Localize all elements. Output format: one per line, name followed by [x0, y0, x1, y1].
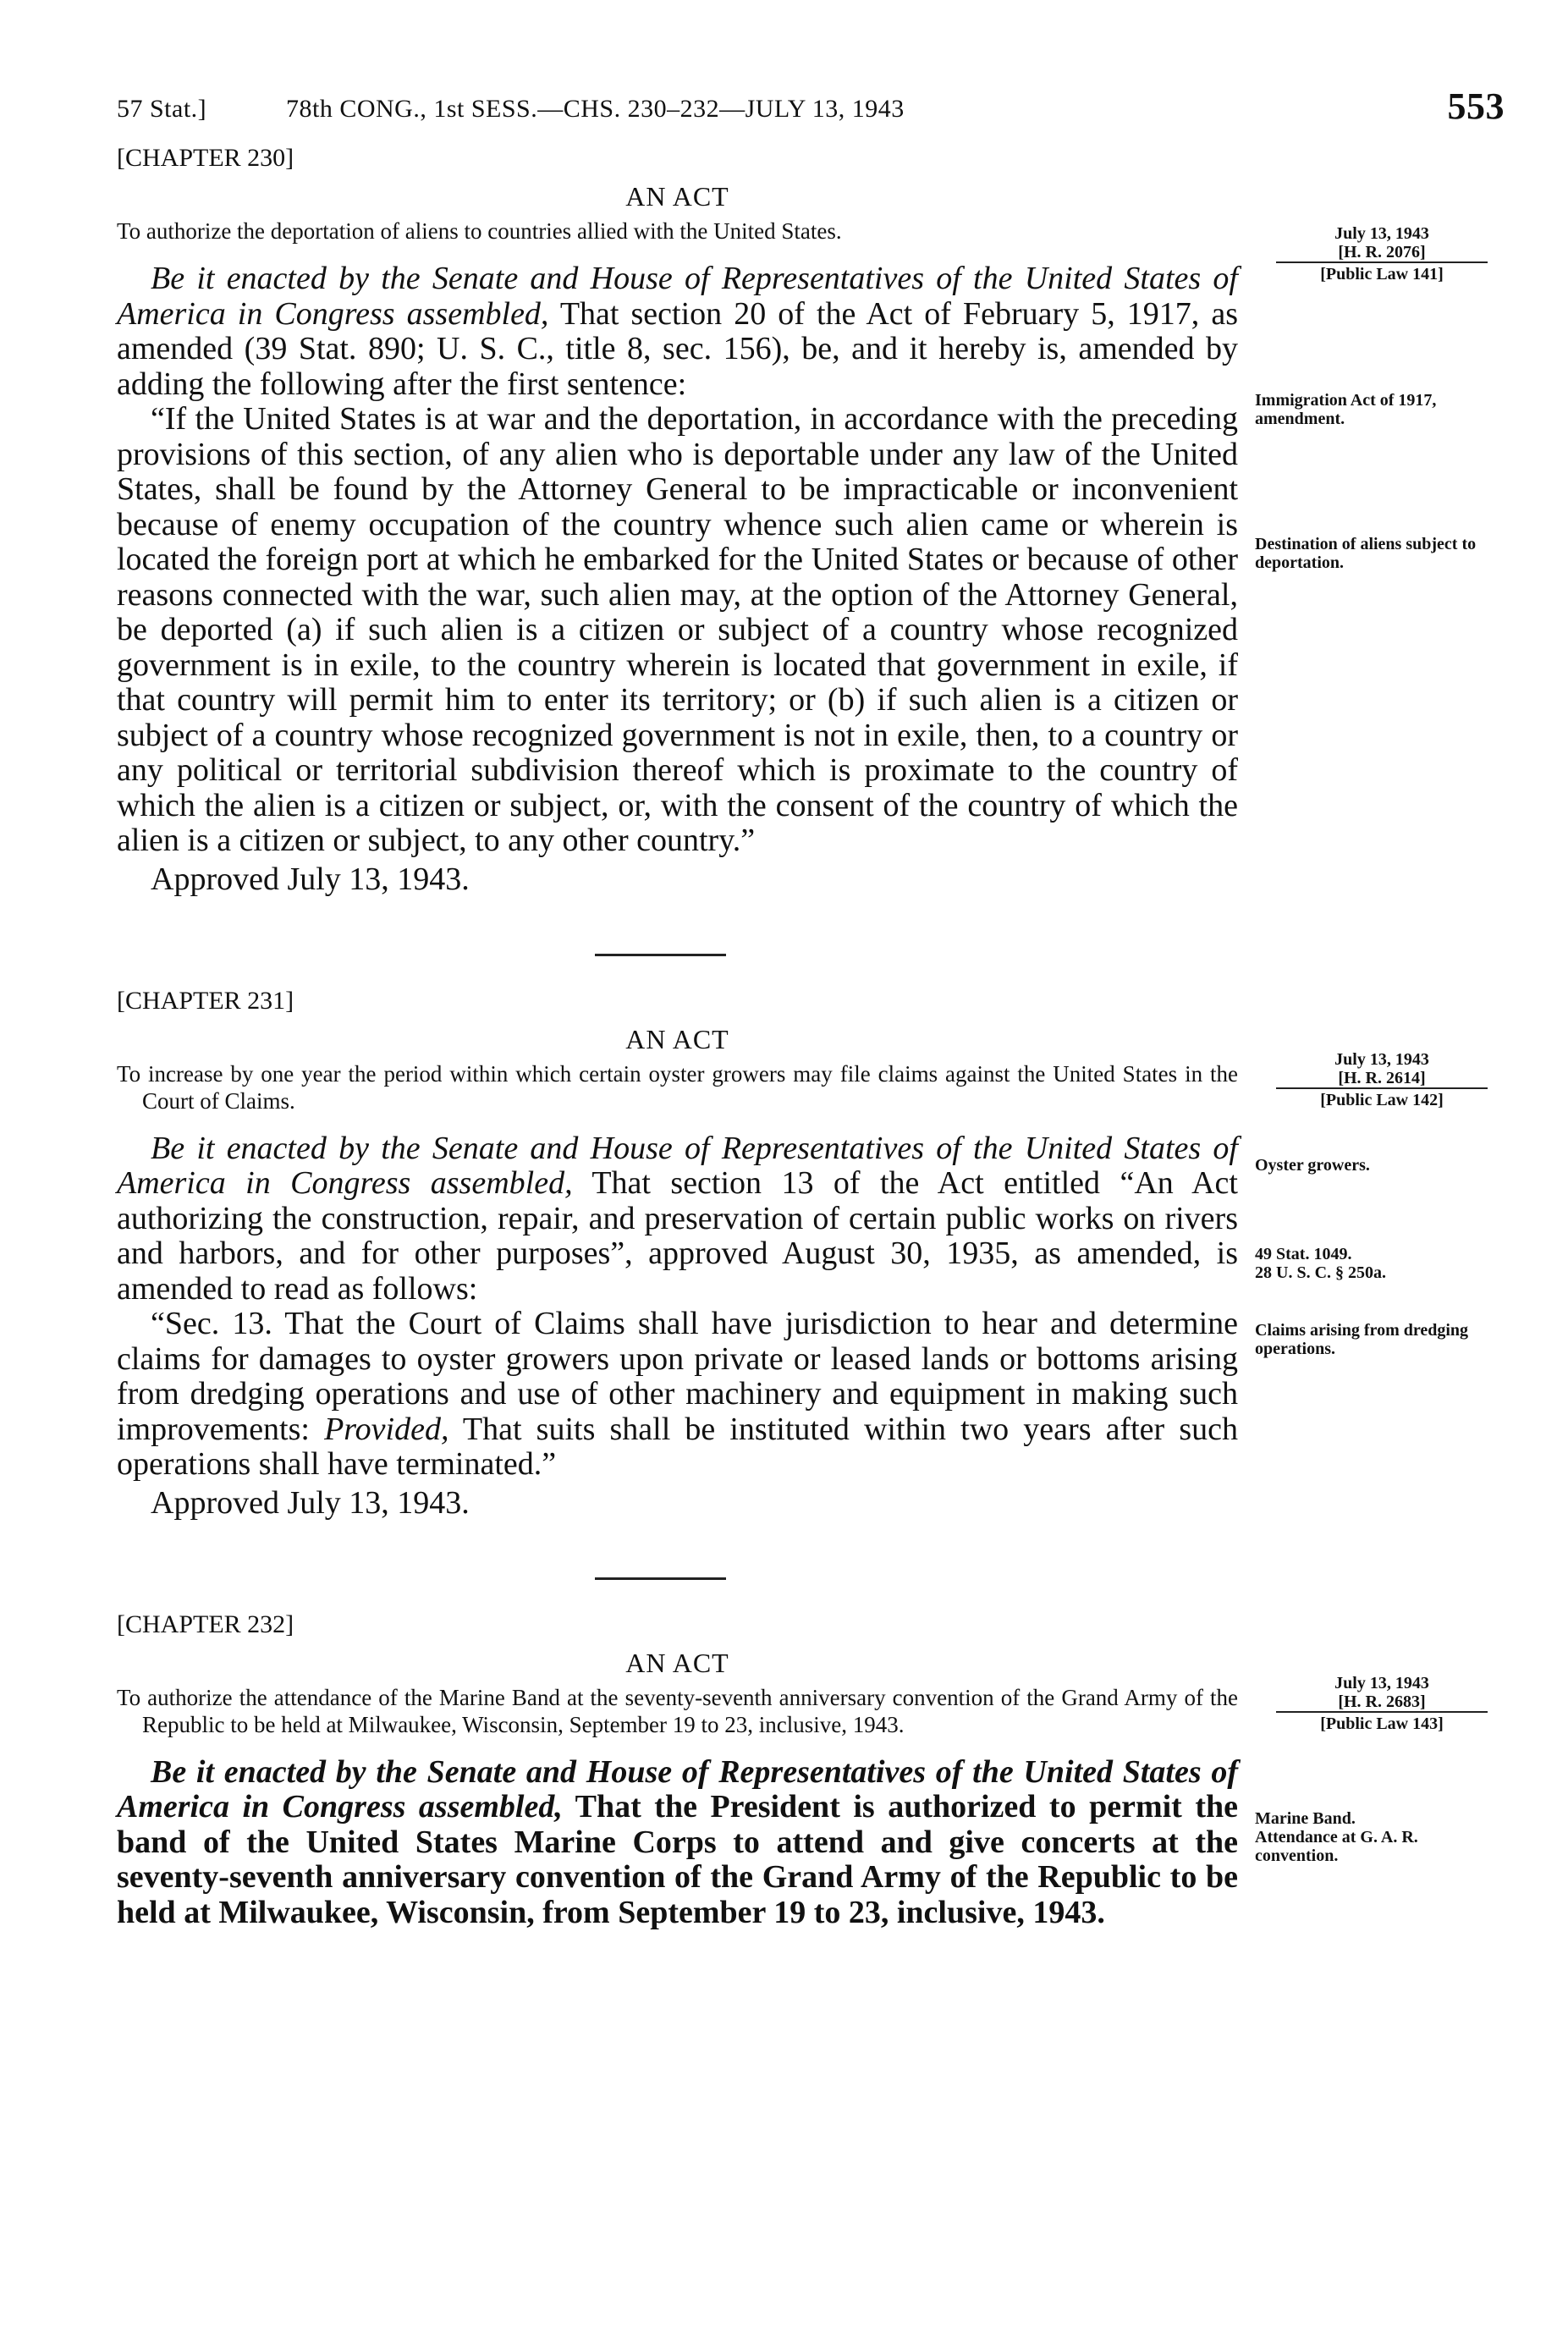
- act-heading: AN ACT: [625, 181, 729, 212]
- running-head: [117, 85, 1505, 135]
- bill-number: [H. R. 2683]: [1338, 1692, 1426, 1711]
- approval-line: Approved July 13, 1943.: [151, 1484, 470, 1521]
- chapter-232: [117, 1610, 1505, 1931]
- statute-page: [117, 85, 1505, 2285]
- volume-reference: 57 Stat.]: [117, 95, 207, 123]
- bill-number: [H. R. 2076]: [1338, 243, 1426, 261]
- chapter-230: [117, 144, 1505, 898]
- enacting-clause: Be it enacted by the Senate and House of Representatives of the United States of America in Congress assembled,: [117, 261, 1238, 332]
- act-body: [117, 261, 1238, 859]
- approval-date: July 13, 1943: [1334, 1673, 1429, 1692]
- act-title: To increase by one year the period within which certain oyster growers may file claims against the United States in the Court of Claims.: [117, 1060, 1238, 1114]
- body-text: That section 20 of the Act of February 5, 1917, as amended (39 Stat. 890; U. S. C., title 8, sec. 156), be, and it hereby is, amended by adding the following after the first sentence:: [117, 295, 1238, 402]
- body-text: That section 13 of the Act entitled “An Act authorizing the construction, repair, and preservation of certain public works on rivers and harbors, and for other purposes”, approved August 30, 1935, as amended, is amended to read as follows:: [117, 1165, 1238, 1307]
- side-note: Claims arising from dredging operations.: [1255, 1320, 1469, 1358]
- body-text: That the President is authorized to permit the band of the United States Marine Corps to attend and give concerts at the seventy-seventh anniversary convention of the Grand Army of the Republic to be held at Milwaukee, Wisconsin, from September 19 to 23, inclusive, 1943.: [117, 1789, 1238, 1930]
- enacting-clause: Be it enacted by the Senate and House of Representatives of the United States of America in Congress assembled,: [117, 1753, 1238, 1824]
- act-title: To authorize the deportation of aliens to countries allied with the United States.: [117, 218, 842, 244]
- approval-line: Approved July 13, 1943.: [151, 861, 470, 897]
- public-law-number: [Public Law 142]: [1320, 1090, 1444, 1109]
- act-title: To authorize the attendance of the Marine Band at the seventy-seventh anniversary convention of the Grand Army of the Republic to be held at Milwaukee, Wisconsin, September 19 to 23, inclusive, 1943.: [117, 1684, 1238, 1737]
- act-heading: AN ACT: [625, 1647, 729, 1678]
- enacting-clause: Be it enacted by the Senate and House of Representatives of the United States of America in Congress assembled,: [117, 1130, 1238, 1201]
- amendment-text-continued: That suits shall be instituted within two years after such operations shall have terminated.”: [117, 1411, 1238, 1482]
- side-note: 28 U. S. C. § 250a.: [1255, 1263, 1387, 1282]
- act-heading: AN ACT: [625, 1023, 729, 1054]
- amendment-text: “If the United States is at war and the deportation, in accordance with the preceding provisions of this section, of any alien who is deportable under any law of the United States, shall be found by the Attorney General to be impracticable or inconvenient because of enemy occupation of the country whence such alien came or wherein is located the foreign port at which he embarked for the United States or because of other reasons connected with the war, such alien may, at the option of the Attorney General, be deported (a) if such alien is a citizen or subject of a country whose recognized government is in exile, to the country wherein is located that government in exile, if that country will permit him to enter its territory; or (b) if such alien is a citizen or subject of a country whose recognized government is not in exile, then, to a country or any political or territorial subdivision thereof which is proximate to the country of which the alien is a citizen or subject, or, with the consent of the country of which the alien is a citizen or subject, to any other country.”: [117, 401, 1238, 858]
- margin-citation: [1259, 224, 1505, 283]
- session-heading: 78th CONG., 1st SESS.—CHS. 230–232—JULY 13, 1943: [286, 95, 905, 123]
- act-body: [117, 1755, 1238, 1931]
- chapter-label: [CHAPTER 231]: [117, 986, 294, 1015]
- chapter-231: [117, 987, 1505, 1522]
- approval-date: July 13, 1943: [1334, 1049, 1429, 1069]
- margin-citation: [1259, 1674, 1505, 1733]
- chapter-label: [CHAPTER 232]: [117, 1610, 294, 1638]
- side-note: Oyster growers.: [1255, 1155, 1370, 1175]
- side-note: Marine Band.: [1255, 1808, 1356, 1828]
- page-number: 553: [1447, 85, 1505, 127]
- section-divider: [595, 1577, 726, 1580]
- public-law-number: [Public Law 143]: [1320, 1714, 1444, 1733]
- section-divider: [595, 954, 726, 956]
- side-note: Immigration Act of 1917, amendment.: [1255, 391, 1437, 428]
- side-note: Destination of aliens subject to deportation.: [1255, 535, 1477, 572]
- amendment-text: “Sec. 13. That the Court of Claims shall have jurisdiction to hear and determine claims for damages to oyster growers upon private or leased lands or bottoms arising from dredging operations and use of other machinery and equipment in making such improvements:: [117, 1306, 1238, 1447]
- margin-citation: [1259, 1050, 1505, 1109]
- act-body: [117, 1131, 1238, 1483]
- chapter-label: [CHAPTER 230]: [117, 144, 294, 172]
- proviso: Provided,: [324, 1411, 449, 1447]
- side-note: Attendance at G. A. R. convention.: [1255, 1827, 1418, 1865]
- bill-number: [H. R. 2614]: [1338, 1068, 1426, 1087]
- side-note: 49 Stat. 1049.: [1255, 1244, 1352, 1263]
- approval-date: July 13, 1943: [1334, 224, 1429, 243]
- public-law-number: [Public Law 141]: [1320, 265, 1444, 283]
